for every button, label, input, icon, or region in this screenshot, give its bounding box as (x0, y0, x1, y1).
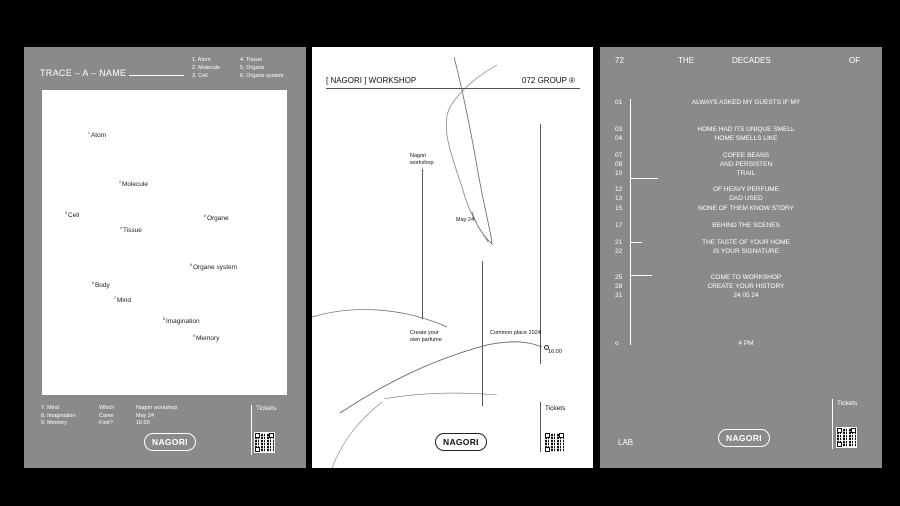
index-col1 (192, 56, 220, 80)
footer-col2: Which Came First? (99, 405, 115, 426)
day-number: 21 (615, 239, 623, 246)
story-line: AND PERSISTEN (719, 161, 773, 168)
story-line: HOME HAD ITS UNIQUE SMELL (697, 126, 795, 133)
time-label: 16:00 (548, 349, 562, 355)
frame-item-tissue: $^4$Tissue (120, 226, 142, 235)
tickets-label[interactable]: Tickets (837, 400, 858, 407)
story-line: COFEE BEANS (722, 152, 770, 159)
place-label: Common place 2024 (490, 330, 541, 336)
day-number: 13 (615, 195, 623, 202)
index-col2 (240, 56, 283, 80)
poster1-title: TRACE – A – NAME (40, 68, 127, 78)
qr-code-icon[interactable] (255, 433, 274, 452)
header-the: THE (678, 56, 694, 65)
frame-item-mind: $^7$Mind (114, 296, 132, 305)
day-number: 31 (615, 292, 623, 299)
day-number: 28 (615, 283, 623, 290)
frame-item-molecule: $^2$Molecule (119, 180, 148, 189)
day-number: 03 (615, 126, 623, 133)
story-line: 4 PM (738, 340, 754, 347)
frame-item-imagination: $^8$Imagination (163, 317, 200, 326)
time-dot-icon (544, 345, 549, 350)
story-line: TRAIL (736, 170, 756, 177)
header-of: OF (849, 56, 861, 65)
header-72: 72 (615, 56, 624, 65)
lab-label: LAB (618, 438, 634, 447)
workshop-header-left: [ NAGORI ] WORKSHOP (326, 76, 417, 85)
index-item: 3. Cell (192, 73, 208, 79)
story-line: ALWAYS ASKED MY GUESTS IF MY (691, 99, 801, 106)
day-number: 12 (615, 186, 623, 193)
day-number: o (615, 340, 619, 347)
day-number: 01 (615, 99, 623, 106)
day-number: 25 (615, 274, 623, 281)
day-number: 15 (615, 205, 623, 212)
frame-item-body: $^6$Body (92, 281, 110, 290)
tickets-divider (251, 405, 252, 455)
story-line: OF HEAVY PERFUME (713, 186, 779, 193)
story-line: DAD USED (729, 195, 763, 202)
date-label: May 24 (456, 217, 475, 223)
story-line: THE TASTE OF YOUR HOME (702, 239, 790, 246)
frame-item-memory: $^9$Memory (193, 334, 220, 343)
story-line: COME TO WORKSHOP (710, 274, 782, 281)
mid-vline (482, 261, 483, 406)
story-line: BEHIND THE SCENES (712, 222, 780, 229)
workshop-label: Nagori workshop (410, 153, 434, 166)
timeline-axis (630, 99, 631, 345)
tickets-label[interactable]: Tickets (545, 405, 566, 412)
header-decades: DECADES (732, 56, 771, 65)
day-number: 22 (615, 248, 623, 255)
day-number: 04 (615, 135, 623, 142)
element-frame (42, 90, 287, 395)
story-line: IS YOUR SIGNATURE (713, 248, 779, 255)
frame-item-organe: $^5$Organe (204, 214, 229, 223)
poster-trace-a-name (24, 47, 306, 468)
header-rule (326, 88, 580, 89)
day-number: 17 (615, 222, 623, 229)
poster-decades (600, 47, 882, 468)
qr-code-icon[interactable] (837, 428, 856, 447)
footer-col3: Nagori workshop May 24 16:00 (136, 405, 178, 426)
right-vline (540, 124, 541, 364)
day-number: 10 (615, 170, 623, 177)
index-item: 4. Tissue (240, 57, 263, 63)
story-line: HOME SMELLS LIKE (714, 135, 778, 142)
day-number: 07 (615, 152, 623, 159)
nagori-logo: NAGORI (435, 433, 487, 451)
timeline-tick (630, 178, 658, 179)
story-line: NONE OF THEM KNOW STORY (698, 205, 794, 212)
nagori-logo: NAGORI (718, 429, 770, 447)
tickets-label[interactable]: Tickets (256, 405, 277, 412)
timeline-tick (630, 275, 652, 276)
tickets-divider (540, 402, 541, 452)
day-number: 09 (615, 161, 623, 168)
frame-item-organe-system: $^6$Organe system (190, 263, 238, 272)
footer-col1: 7. Mind 8. Imagination 9. Memory (41, 405, 76, 426)
create-label: Create your own parfume (410, 330, 442, 343)
timeline-tick (630, 242, 642, 243)
story-line: 24 05 24 (733, 292, 759, 299)
tickets-divider (832, 399, 833, 449)
qr-code-icon[interactable] (545, 433, 564, 452)
story-line: CREATE YOUR HISTORY (707, 283, 785, 290)
frame-item-atom: $^1$Atom (88, 131, 107, 140)
index-item: 1. Atom (192, 57, 211, 63)
index-item: 2. Molecule (192, 65, 221, 71)
poster-nagori-workshop (312, 47, 593, 468)
workshop-vline (422, 169, 423, 319)
nagori-logo: NAGORI (144, 433, 196, 451)
index-item: 5. Organe (240, 65, 265, 71)
index-item: 6. Organe system (240, 73, 284, 79)
frame-item-cell: $^3$Cell (65, 211, 80, 220)
title-underline (129, 75, 184, 76)
workshop-header-right: 072 GROUP ® (522, 76, 575, 85)
